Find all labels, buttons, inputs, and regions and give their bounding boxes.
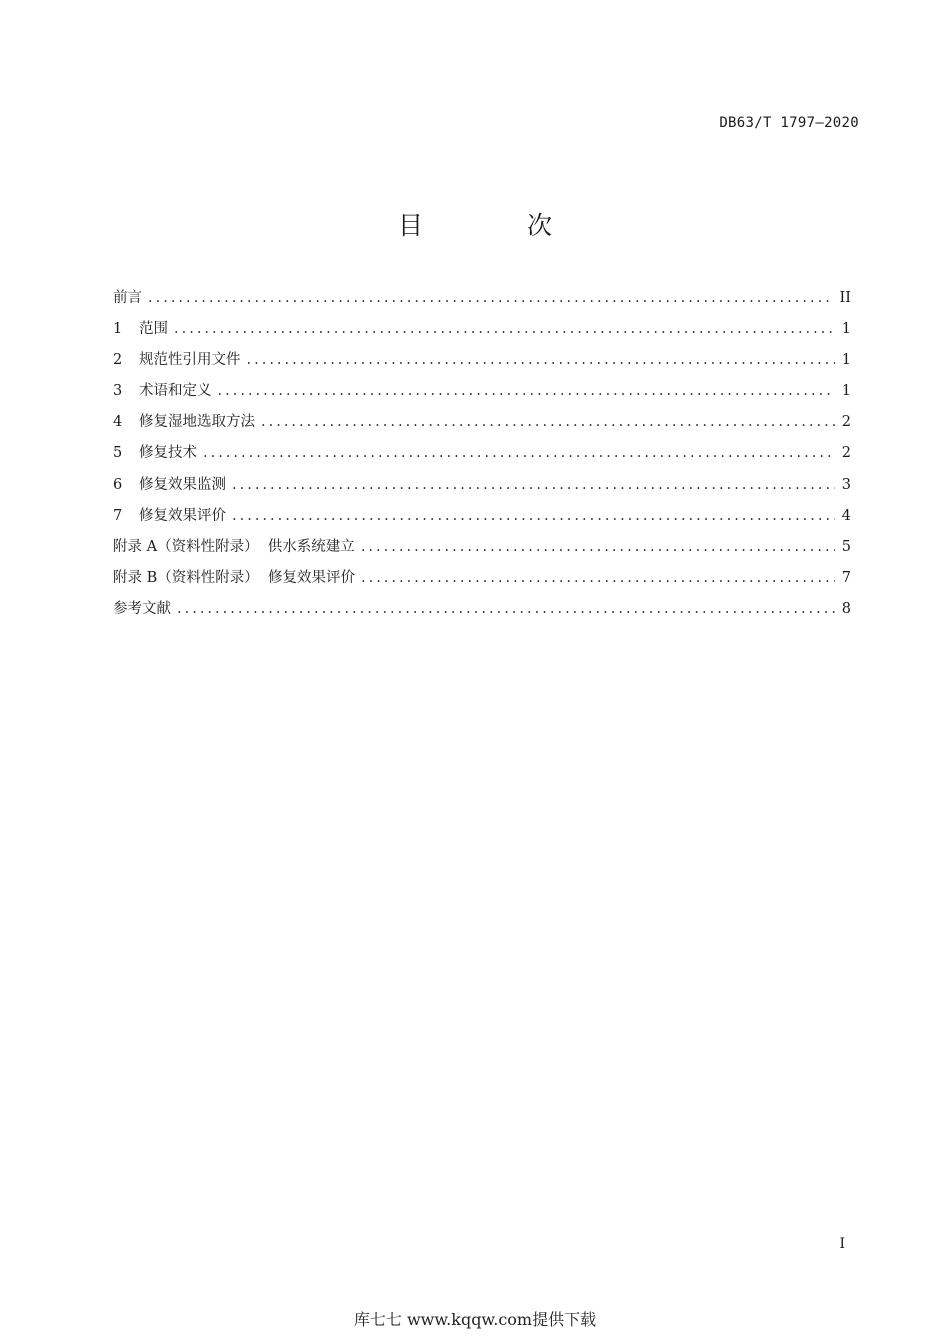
toc-leader-dots — [232, 474, 835, 496]
toc-entry-page: 5 — [841, 538, 851, 555]
toc-entry-number: 3 — [113, 383, 123, 400]
toc-entry-label: 前言 — [113, 290, 142, 306]
toc-entry-evaluation[interactable] — [113, 505, 851, 536]
toc-entry-number: 4 — [113, 414, 123, 431]
toc-entry-normative-references[interactable] — [113, 349, 851, 380]
table-of-contents — [113, 287, 851, 629]
toc-leader-dots — [361, 567, 835, 589]
toc-leader-dots — [261, 411, 835, 433]
toc-entry-terms-definitions[interactable] — [113, 380, 851, 411]
toc-entry-label: 修复效果评价 — [139, 507, 226, 524]
standard-code: DB63/T 1797—2020 — [719, 115, 859, 131]
toc-entry-label: 术语和定义 — [139, 383, 212, 400]
toc-leader-dots — [361, 536, 835, 558]
toc-entry-appendix-a[interactable] — [113, 536, 851, 567]
toc-entry-page: II — [839, 290, 851, 306]
toc-entry-label: 规范性引用文件 — [139, 352, 241, 369]
toc-entry-page: 1 — [841, 383, 851, 400]
toc-entry-label: 附录 A（资料性附录） 供水系统建立 — [113, 538, 355, 555]
toc-entry-bibliography[interactable] — [113, 598, 851, 629]
toc-leader-dots — [232, 505, 835, 527]
toc-entry-number: 6 — [113, 476, 123, 493]
toc-entry-page: 1 — [841, 352, 851, 369]
toc-entry-page: 7 — [841, 569, 851, 586]
toc-entry-appendix-b[interactable] — [113, 567, 851, 598]
toc-entry-number: 1 — [113, 321, 123, 338]
toc-entry-label: 修复效果监测 — [139, 476, 226, 493]
toc-entry-label: 附录 B（资料性附录） 修复效果评价 — [113, 569, 355, 586]
toc-entry-scope[interactable] — [113, 318, 851, 349]
toc-entry-page: 2 — [841, 445, 851, 462]
toc-leader-dots — [203, 442, 835, 464]
toc-entry-number: 7 — [113, 507, 123, 524]
toc-entry-number: 5 — [113, 445, 123, 462]
toc-entry-monitoring[interactable] — [113, 474, 851, 505]
toc-entry-label: 修复湿地选取方法 — [139, 414, 255, 431]
toc-entry-label: 修复技术 — [139, 445, 197, 462]
toc-leader-dots — [174, 318, 835, 340]
download-watermark: 库七七 www.kqqw.com提供下载 — [353, 1310, 597, 1329]
toc-entry-label: 参考文献 — [113, 600, 171, 617]
toc-entry-restoration-technique[interactable] — [113, 442, 851, 473]
toc-leader-dots — [218, 380, 836, 402]
toc-entry-number: 2 — [113, 352, 123, 369]
page-number: I — [839, 1236, 845, 1252]
toc-entry-page: 2 — [841, 414, 851, 431]
toc-leader-dots — [148, 287, 834, 309]
toc-entry-page: 4 — [841, 507, 851, 524]
page-title: 目 次 — [398, 211, 600, 240]
toc-leader-dots — [247, 349, 836, 371]
toc-entry-page: 1 — [841, 321, 851, 338]
toc-entry-label: 范围 — [139, 321, 168, 338]
toc-entry-foreword[interactable] — [113, 287, 851, 318]
toc-entry-page: 3 — [841, 476, 851, 493]
toc-entry-site-selection[interactable] — [113, 411, 851, 442]
toc-entry-page: 8 — [841, 600, 851, 617]
toc-leader-dots — [177, 598, 835, 620]
